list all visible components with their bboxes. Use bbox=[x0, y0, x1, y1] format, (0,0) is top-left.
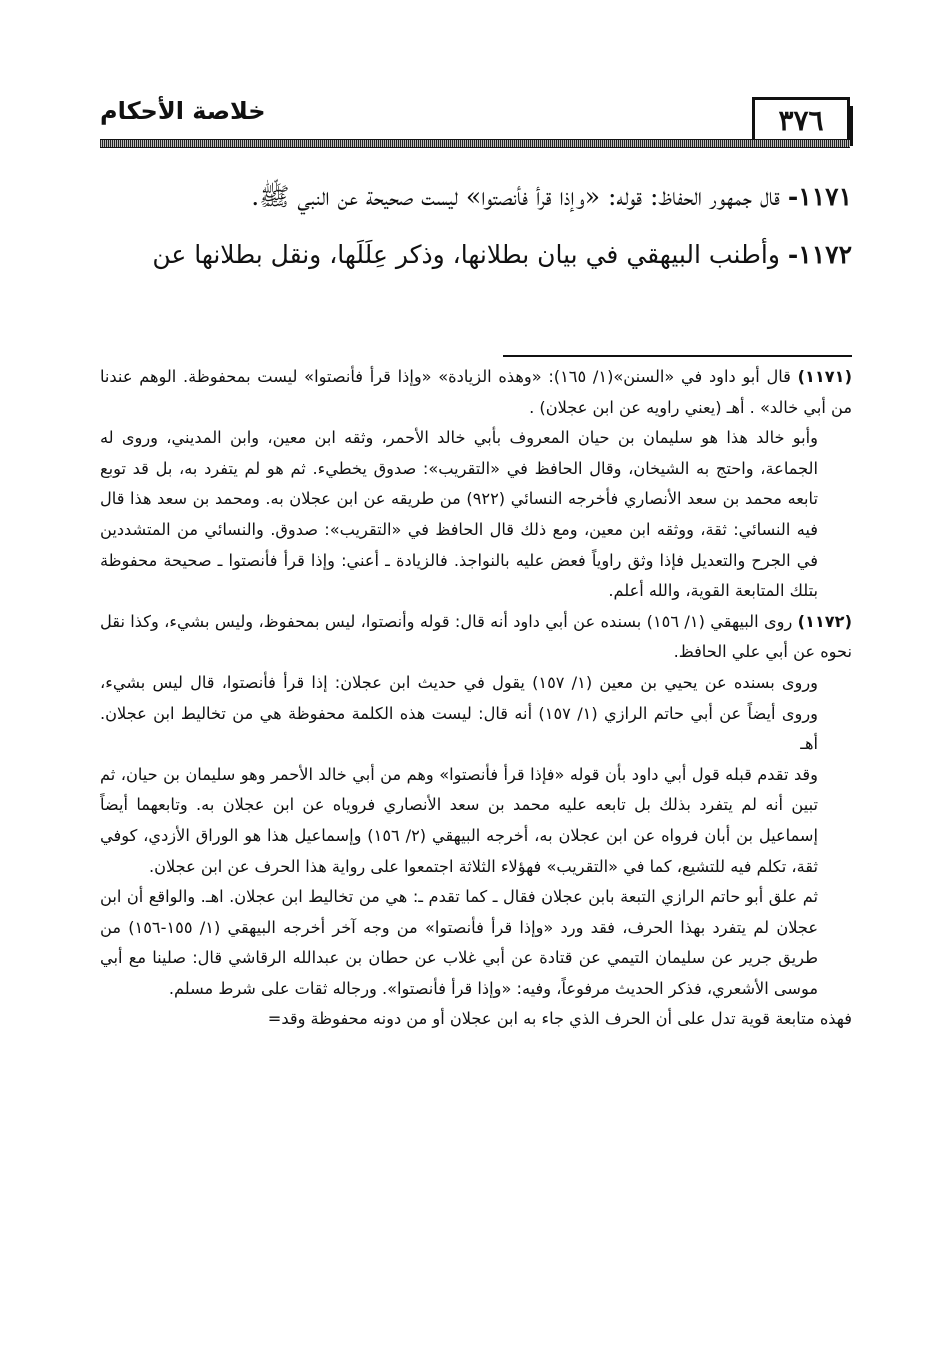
footnote-separator bbox=[503, 355, 852, 357]
footnote-paragraph: وأبو خالد هذا هو سليمان بن حيان المعروف بأبي خالد الأحمر، وثقه ابن معين، وابن المديني، وروى له الجماعة، واحتج به الشيخان، وقال الحافظ في «التقريب»: صدوق يخطيء. ثم هو لم يتفرد به، بل قد توبع تابعه محمد بن سعد الأنصاري فأخرجه النسائي (٩٢٢) من طريقه عن ابن عجلان به. ومحمد بن سعد هذا قال فيه النسائي: ثقة، ووثقه ابن معين، ومع ذلك قال الحافظ في «التقريب»: صدوق. والنسائي من المتشددين في الجرح والتعديل فإذا وثق راوياً فعض عليه بالنواجذ. فالزيادة ـ أعني: وإذا قرأ فأنصتوا ـ صحيحة محفوظة بتلك المتابعة القوية، والله أعلم. bbox=[100, 428, 818, 601]
entry-1171 bbox=[100, 170, 852, 224]
footnote-paragraph: وروى بسنده عن يحيي بن معين (١/ ١٥٧) يقول في حديث ابن عجلان: إذا قرأ فأنصتوا، قال ليس بشيء، وروى أيضاً عن أبي حاتم الرازي (١/ ١٥٧) أنه قال: ليست هذه الكلمة محفوظة هي من تخاليط ابن عجلان. أهـ bbox=[100, 672, 818, 754]
header-rule bbox=[100, 139, 850, 148]
footnote-text: قال أبو داود في «السنن»(١/ ١٦٥): «وهذه الزيادة» «وإذا قرأ فأنصتوا» ليست بمحفوظة. الوهم عندنا من أبي خالد» . أهـ (يعني راويه عن ابن عجلان) . bbox=[100, 367, 852, 417]
footnote-1172 bbox=[100, 607, 852, 668]
page-header bbox=[100, 95, 850, 155]
entry-text: قال جمهور الحفاظ: قوله: «وإذا قرأ فأنصتوا» ليست صحيحة عن النبي ﷺ. bbox=[251, 182, 780, 211]
footnote-text: روى البيهقي (١/ ١٥٦) بسنده عن أبي داود أنه قال: قوله وأنصتوا، ليس بمحفوظ، وليس بشيء، وكذا نقل نحوه عن أبي علي الحافظ. bbox=[100, 611, 852, 662]
footnote-1171 bbox=[100, 362, 852, 423]
footnote-number: (١١٧١) bbox=[797, 367, 852, 386]
running-title: خلاصة الأحكام bbox=[100, 97, 266, 125]
page-number: ٣٧٦ bbox=[752, 97, 850, 140]
entry-number: ١١٧١- bbox=[787, 182, 852, 211]
footnote-paragraph: فهذه متابعة قوية تدل على أن الحرف الذي جاء به ابن عجلان أو من دونه محفوظة وقد= bbox=[267, 1009, 852, 1029]
footnote-paragraph: وقد تقدم قبله قول أبي داود بأن قوله «فإذا قرأ فأنصتوا» وهم من أبي خالد الأحمر وهو سليمان بن حيان، ثم تبين أنه لم يتفرد بذلك بل تابعه عليه محمد بن سعد الأنصاري فروياه عن ابن عجلان به. وتابعهما أيضاً إسماعيل بن أبان فرواه عن ابن عجلان به، أخرجه البيهقي (٢/ ١٥٦) وإسماعيل هذا هو الوراق الأزدي، كوفي ثقة، تكلم فيه للتشيع، كما في «التقريب» فهؤلاء الثلاثة اجتمعوا على رواية هذا الحرف عن ابن عجلان. bbox=[100, 764, 818, 876]
footnote-paragraph: ثم علق أبو حاتم الرازي التبعة بابن عجلان فقال ـ كما تقدم ـ: هي من تخاليط ابن عجلان. اهـ. والواقع أن ابن عجلان لم يتفرد بهذا الحرف، فقد ورد «وإذا قرأ فأنصتوا» من وجه آخر أخرجه البيهقي (١/ ١٥٥-١٥٦) من طريق جرير عن سليمان التيمي عن قتادة عن أبي غلاب عن حطان بن عبدالله الرقاشي قال: صلينا مع أبي موسى الأشعري، فذكر الحديث مرفوعاً، وفيه: «وإذا قرأ فأنصتوا». ورجاله ثقات على شرط مسلم. bbox=[100, 887, 818, 998]
footnote-number: (١١٧٢) bbox=[797, 611, 852, 631]
entry-text: وأطنب البيهقي في بيان بطلانها، وذكر عِلَلَها، ونقل بطلانها عن bbox=[152, 240, 780, 269]
main-text bbox=[100, 170, 852, 282]
entry-number: ١١٧٢- bbox=[787, 240, 852, 269]
entry-1172 bbox=[100, 228, 852, 282]
footnotes bbox=[100, 362, 852, 1035]
